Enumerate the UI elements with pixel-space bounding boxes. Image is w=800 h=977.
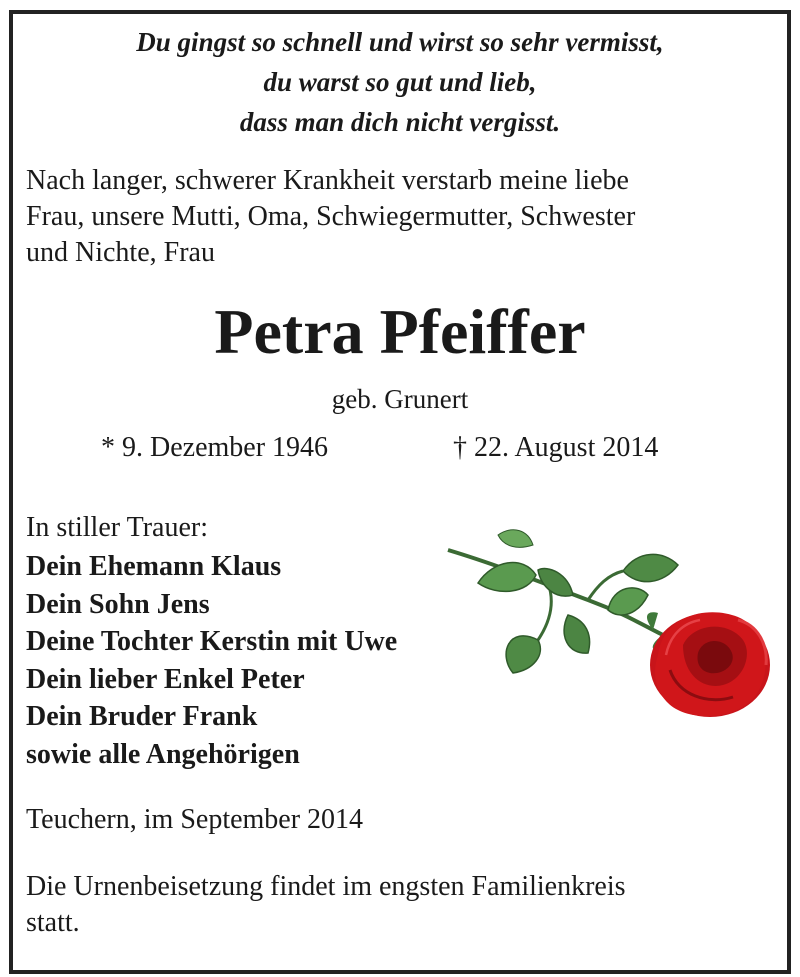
poem-line: Du gingst so schnell und wirst so sehr vermisst, xyxy=(136,27,664,57)
intro-line: und Nichte, Frau xyxy=(26,237,215,268)
urn-notice-line: statt. xyxy=(26,907,80,938)
birth-date: * 9. Dezember 1946 xyxy=(101,432,329,463)
red-rose-icon xyxy=(438,505,778,730)
death-date: † 22. August 2014 xyxy=(453,432,659,463)
place-and-date: Teuchern, im September 2014 xyxy=(26,804,364,835)
urn-notice-line: Die Urnenbeisetzung findet im engsten Familienkreis xyxy=(26,871,626,902)
deceased-name: Petra Pfeiffer xyxy=(214,296,586,367)
mourner: Dein lieber Enkel Peter xyxy=(26,663,305,695)
maiden-name: geb. Grunert xyxy=(331,384,469,414)
death-announcement-text xyxy=(26,163,756,271)
mourners-list xyxy=(26,548,397,773)
intro-line: Frau, unsere Mutti, Oma, Schwiegermutter, Schwester xyxy=(26,201,636,232)
poem-line: du warst so gut und lieb, xyxy=(263,67,537,97)
urn-burial-notice xyxy=(26,869,746,941)
intro-line: Nach langer, schwerer Krankheit verstarb meine liebe xyxy=(26,165,629,196)
mourner: Dein Sohn Jens xyxy=(26,588,210,620)
mourning-label: In stiller Trauer: xyxy=(26,512,208,543)
memorial-poem xyxy=(0,22,800,142)
mourner: Dein Bruder Frank xyxy=(26,701,258,732)
mourner: Dein Ehemann Klaus xyxy=(26,551,282,582)
mourner: Deine Tochter Kerstin mit Uwe xyxy=(26,626,398,657)
mourner: sowie alle Angehörigen xyxy=(26,738,300,770)
poem-line: dass man dich nicht vergisst. xyxy=(239,107,561,137)
